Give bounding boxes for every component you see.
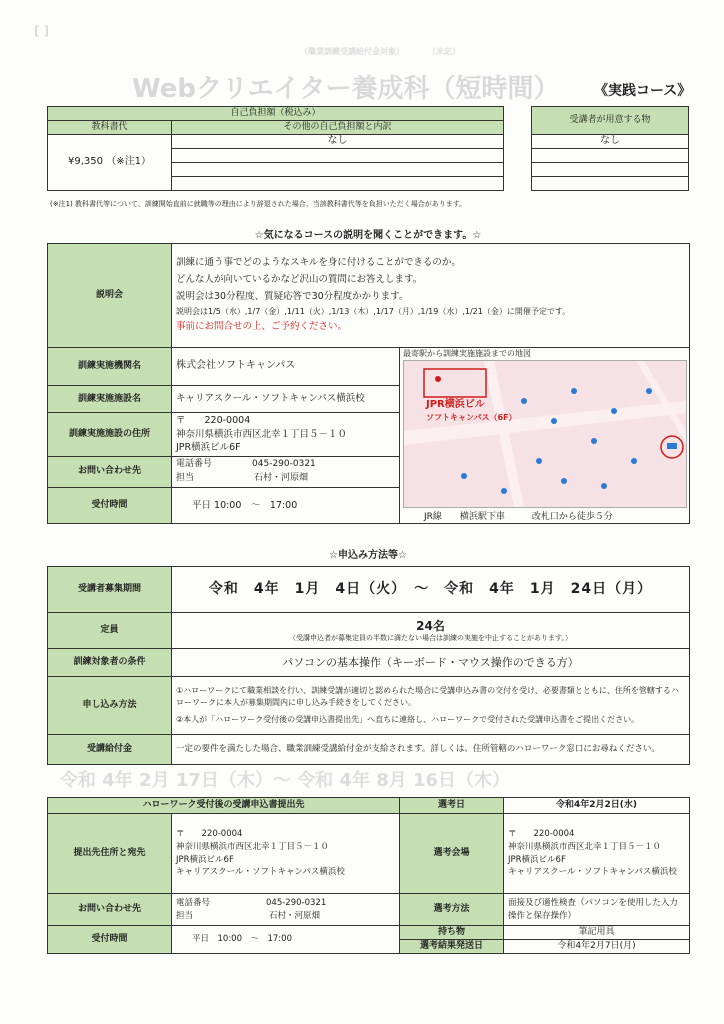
submission-hours-value: 平日 10:00 ～ 17:00: [172, 926, 400, 954]
briefing-line-2: どんな人が向いているかなど沢山の質問にお答えします。: [176, 273, 423, 285]
venue-line-3: キャリアスクール・ソフトキャンパス横浜校: [508, 867, 677, 878]
facility-table: [47, 347, 690, 524]
result-label: 選考結果発送日: [400, 940, 504, 954]
ghost-dates: 令和 4年 2月 17日（木）～ 令和 4年 8月 16日（木）: [60, 770, 511, 791]
contact-label: お問い合わせ先: [48, 457, 172, 487]
benefit-value: 一定の要件を満たした場合、職業訓練受講給付金が支給されます。詳しくは、住所管轄のハローワーク窓口にお尋ねください。: [172, 735, 690, 765]
destination-label: 提出先住所と宛先: [48, 814, 172, 894]
briefing-table: [47, 243, 690, 348]
venue-line-2: JPR横浜ビル6F: [508, 854, 566, 865]
address-line-1: 神奈川県横浜市西区北幸１丁目５－１０: [176, 428, 348, 440]
capacity-label: 定員: [48, 613, 172, 649]
ghost-title: Webクリエイター養成科（短時間）: [132, 74, 560, 104]
dest-line-1: 神奈川県横浜市西区北幸１丁目５－１０: [176, 841, 330, 852]
briefing-label: 説明会: [48, 244, 172, 348]
submission-tel-label: 電話番号: [176, 897, 211, 908]
submission-staff-label: 担当: [176, 910, 194, 921]
hours-value: 平日 10:00 ～ 17:00: [172, 487, 400, 524]
items-label: 持ち物: [400, 926, 504, 940]
top-stamp: [ ]: [34, 24, 50, 38]
other-cost-header: その他の自己負担額と内訳: [172, 121, 504, 135]
prepare-value: なし: [532, 135, 689, 149]
dest-line-3: キャリアスクール・ソフトキャンパス横浜校: [176, 867, 345, 878]
method-label: 申し込み方法: [48, 677, 172, 735]
fee-table: [47, 106, 504, 191]
map-label-school: ソフトキャンパス（6F）: [426, 413, 517, 422]
application-table: [47, 566, 690, 765]
venue-line-1: 神奈川県横浜市西区北幸１丁目５－１０: [508, 841, 662, 852]
facility-name-value: キャリアスクール・ソフトキャンパス横浜校: [172, 386, 400, 412]
venue-label: 選考会場: [400, 814, 504, 894]
selection-method-label: 選考方法: [400, 894, 504, 926]
map-label-building: JPR横浜ビル: [426, 399, 485, 410]
dest-line-2: JPR横浜ビル6F: [176, 854, 234, 865]
note-1: (※注1) 教科書代等について、訓練開始直前に就職等の理由により辞退された場合、当該教科書代等を負担いただく場合があります。: [50, 200, 467, 208]
method-step-1: ①ハローワークにて職業相談を行い、訓練受講が適切と認められた場合に受講申込み書の交付を受け、必要書類とともに、住所を管轄するハローワークに本人が募集期間内に申し込み手続きをしてください。: [176, 685, 679, 708]
items-value: 筆記用具: [504, 926, 690, 940]
period-value: 令和 4年 1月 4日（火） ～ 令和 4年 1月 24日（月）: [172, 567, 690, 613]
submission-tel-value: 045-290-0321: [266, 897, 327, 908]
staff-label: 担当: [176, 473, 195, 484]
org-label: 訓練実施機関名: [48, 348, 172, 386]
prepare-table: [531, 106, 689, 191]
period-label: 受講者募集期間: [48, 567, 172, 613]
selection-date-label: 選考日: [400, 798, 504, 814]
briefing-line-4: 説明会は1/5（水）,1/7（金）,1/11（火）,1/13（木）,1/17（月）,1/19（水）,1/21（金）に開催予定です。: [176, 307, 571, 317]
result-value: 令和4年2月7日(月): [504, 940, 690, 954]
textbook-value: ¥9,350 （※注1）: [48, 135, 172, 191]
briefing-line-3: 説明会は30分程度、質疑応答で30分程度かかります。: [176, 290, 409, 302]
address-label: 訓練実施施設の住所: [48, 412, 172, 457]
staff-value: 石村・河原畑: [254, 473, 309, 484]
capacity-note: （受講申込者が募集定員の半数に満たない場合は訓練の実施を中止することがあります。）: [289, 633, 572, 642]
other-cost-value: なし: [172, 135, 504, 149]
submission-table: [47, 797, 690, 954]
briefing-line-5: 事前にお問合せの上、ご予約ください。: [176, 321, 348, 333]
hours-label: 受付時間: [48, 487, 172, 524]
map-title: 最寄駅から訓練実施施設までの地図: [403, 349, 531, 358]
venue-zip: 〒 220-0004: [508, 829, 575, 839]
dest-zip: 〒 220-0004: [176, 829, 243, 839]
selection-date-value: 令和4年2月2日(水): [504, 798, 690, 814]
prepare-header: 受講者が用意する物: [532, 107, 689, 135]
self-pay-header: 自己負担額（税込み）: [48, 107, 504, 121]
selection-method-value: 面接及び適性検査（パソコンを使用した入力操作と保存操作）: [504, 894, 690, 926]
method-step-2: ②本人が「ハローワーク受付後の受講申込書提出先」へ直ちに連絡し、ハローワークで受付された受講申込書をご提出ください。: [176, 714, 640, 724]
submission-contact-label: お問い合わせ先: [48, 894, 172, 926]
target-value: パソコンの基本操作（キーボード・マウス操作のできる方）: [172, 649, 690, 677]
target-label: 訓練対象者の条件: [48, 649, 172, 677]
submission-header: ハローワーク受付後の受講申込書提出先: [48, 798, 400, 814]
textbook-header: 教科書代: [48, 121, 172, 135]
benefit-label: 受講給付金: [48, 735, 172, 765]
submission-hours-label: 受付時間: [48, 926, 172, 954]
ghost-header: （職業訓練受講給付金対象） （未定）: [300, 47, 460, 56]
application-title: ☆申込み方法等☆: [329, 550, 407, 561]
submission-staff-value: 石村・河原畑: [269, 910, 321, 921]
access-map: [403, 360, 687, 508]
facility-name-label: 訓練実施施設名: [48, 386, 172, 412]
org-value: 株式会社ソフトキャンパス: [172, 348, 400, 386]
address-zip: 〒 220-0004: [176, 414, 251, 426]
briefing-title: ☆気になるコースの説明を聞くことができます。☆: [254, 230, 482, 241]
map-access-line: JR線 横浜駅下車 改札口から徒歩５分: [424, 512, 613, 522]
tel-label: 電話番号: [176, 459, 213, 470]
address-line-2: JPR横浜ビル6F: [176, 442, 241, 454]
tel-value: 045-290-0321: [252, 459, 316, 470]
briefing-line-1: 訓練に通う事でどのようなスキルを身に付けることができるのか。: [176, 257, 461, 269]
course-label: 《実践コース》: [594, 83, 692, 99]
capacity-value: 24名: [416, 618, 445, 633]
